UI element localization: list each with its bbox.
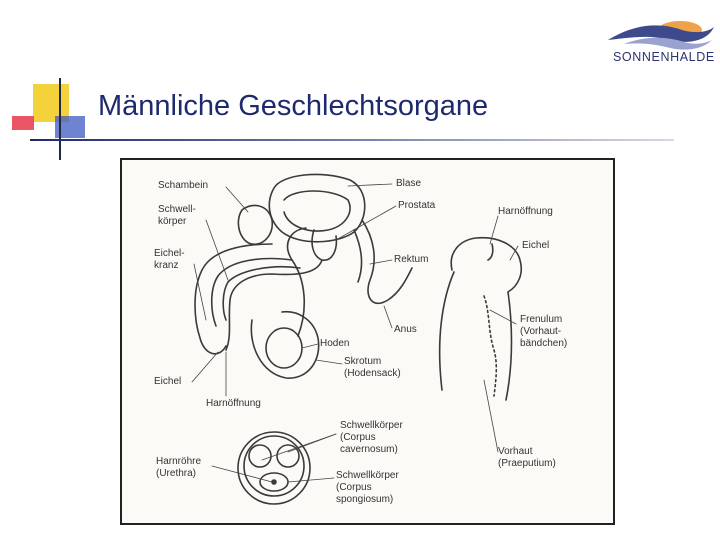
pubic-bone — [238, 205, 272, 244]
slide-title: Männliche Geschlechtsorgane — [98, 90, 489, 122]
title-underline — [34, 139, 674, 141]
label-harnroehre-line-1: Harnröhre — [156, 456, 202, 467]
label-schwellkoerper — [158, 204, 196, 228]
label-anus: Anus — [394, 324, 417, 335]
penis-outer — [195, 244, 272, 354]
bladder-inner — [284, 191, 350, 231]
label-cavernosum-line-1: Schwellkörper — [340, 420, 403, 431]
label-eichelkranz-line-2: kranz — [154, 260, 179, 271]
label-skrotum — [344, 356, 401, 380]
label-rektum: Rektum — [394, 254, 429, 265]
label-frenulum-line-3: bändchen) — [520, 338, 568, 349]
side-penis-opening — [488, 244, 493, 260]
label-blase: Blase — [396, 178, 422, 189]
label-cavernosum — [340, 420, 403, 456]
leader-vorhaut — [484, 380, 498, 452]
vas-deferens — [288, 228, 306, 336]
title-decoration — [0, 0, 100, 170]
label-eichelkranz-line-1: Eichel- — [154, 248, 185, 259]
side-penis-shaft-left — [440, 272, 454, 390]
label-harnroehre — [156, 456, 201, 480]
cavernosum-left-circle — [249, 445, 271, 467]
rectum-inner — [354, 230, 361, 282]
label-eichel-right: Eichel — [522, 240, 550, 251]
label-skrotum-line-1: Skrotum — [344, 356, 382, 367]
label-spongiosum-line-2: (Corpus — [336, 482, 372, 493]
side-penis-shaft-right — [506, 292, 512, 400]
label-vorhaut-line-2: (Praeputium) — [498, 458, 556, 469]
cross-section-inner — [244, 436, 304, 496]
deco-red-square — [12, 116, 34, 130]
label-eichel-left: Eichel — [154, 376, 182, 387]
leader-frenulum — [490, 310, 516, 324]
label-hoden: Hoden — [320, 338, 350, 349]
leader-spongiosum — [288, 478, 334, 482]
prostate-shape — [312, 230, 336, 260]
leader-schwellkoerper — [206, 220, 228, 280]
label-vorhaut — [498, 446, 556, 470]
label-frenulum — [520, 314, 567, 350]
side-penis-frenulum — [484, 296, 496, 396]
urethra-dot — [272, 480, 276, 484]
label-prostata: Prostata — [398, 200, 436, 211]
anatomy-figure — [120, 158, 615, 525]
label-schambein: Schambein — [158, 180, 209, 191]
leader-anus — [384, 306, 392, 328]
label-harnroehre-line-2: (Urethra) — [156, 468, 197, 479]
label-spongiosum — [336, 470, 399, 506]
label-harnoeffnung-left: Harnöffnung — [206, 398, 261, 409]
leader-harnroehre — [212, 466, 272, 482]
label-frenulum-line-1: Frenulum — [520, 314, 563, 325]
leader-schambein — [226, 187, 248, 212]
testis-shape — [266, 328, 302, 368]
label-skrotum-line-2: (Hodensack) — [344, 368, 401, 379]
side-penis-glans — [451, 238, 521, 292]
logo-text: SONNENHALDE — [613, 50, 715, 64]
cross-section-outer — [238, 432, 310, 504]
label-spongiosum-line-3: spongiosum) — [336, 494, 394, 505]
label-schwellkoerper-line-2: körper — [158, 216, 187, 227]
label-eichelkranz — [154, 248, 185, 272]
leader-blase — [348, 184, 392, 186]
label-frenulum-line-2: (Vorhaut- — [520, 326, 562, 337]
leader-prostata — [336, 206, 396, 240]
label-schwellkoerper-line-1: Schwell- — [158, 204, 196, 215]
leader-eichel-left — [192, 352, 218, 382]
label-spongiosum-line-1: Schwellkörper — [336, 470, 399, 481]
leader-skrotum — [316, 360, 342, 364]
label-cavernosum-line-3: cavernosum) — [340, 444, 398, 455]
label-cavernosum-line-2: (Corpus — [340, 432, 376, 443]
label-harnoeffnung-right: Harnöffnung — [498, 206, 553, 217]
leader-hoden — [302, 344, 318, 348]
label-vorhaut-line-1: Vorhaut — [498, 446, 533, 457]
